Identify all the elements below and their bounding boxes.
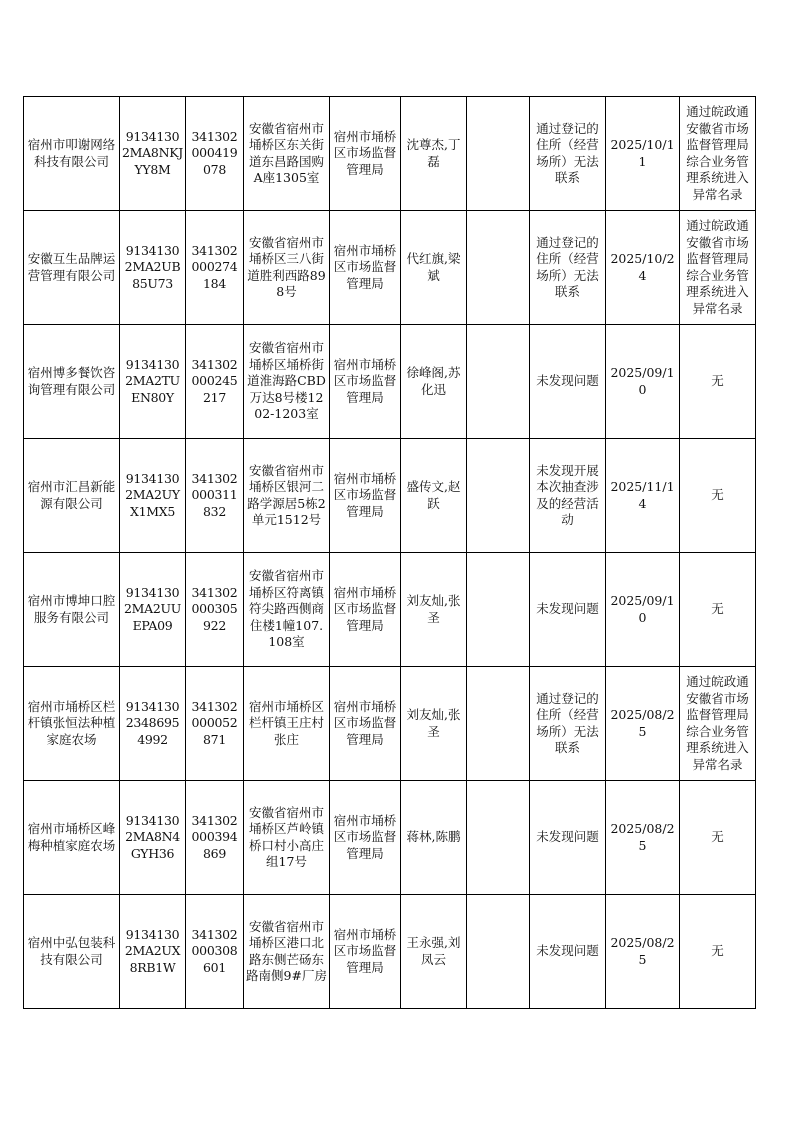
company-name-cell: 宿州市博坤口腔服务有限公司 (24, 553, 120, 667)
authority-cell: 宿州市埇桥区市场监督管理局 (330, 553, 401, 667)
company-name-cell: 宿州市叩谢网络科技有限公司 (24, 97, 120, 211)
inspection-result-cell: 未发现问题 (530, 553, 606, 667)
registration-number-cell: 341302000394869 (186, 781, 244, 895)
handling-cell: 通过皖政通安徽省市场监督管理局综合业务管理系统进入异常名录 (680, 211, 756, 325)
address-cell: 安徽省宿州市埇桥区三八街道胜利西路898号 (244, 211, 330, 325)
inspectors-cell: 徐峰阁,苏化迅 (401, 325, 467, 439)
inspection-result-cell: 通过登记的住所（经营场所）无法联系 (530, 667, 606, 781)
authority-cell: 宿州市埇桥区市场监督管理局 (330, 439, 401, 553)
authority-cell: 宿州市埇桥区市场监督管理局 (330, 895, 401, 1009)
company-name-cell: 宿州市埇桥区栏杆镇张恒法种植家庭农场 (24, 667, 120, 781)
inspection-result-cell: 通过登记的住所（经营场所）无法联系 (530, 97, 606, 211)
handling-cell: 通过皖政通安徽省市场监督管理局综合业务管理系统进入异常名录 (680, 667, 756, 781)
table-row (24, 553, 756, 667)
credit-code-cell: 91341302MA2UYX1MX5 (120, 439, 186, 553)
inspectors-cell: 刘友灿,张圣 (401, 553, 467, 667)
inspection-date-cell: 2025/11/14 (606, 439, 680, 553)
authority-cell: 宿州市埇桥区市场监督管理局 (330, 325, 401, 439)
registration-number-cell: 341302000419078 (186, 97, 244, 211)
inspection-result-cell: 未发现开展本次抽查涉及的经营活动 (530, 439, 606, 553)
table-row (24, 667, 756, 781)
inspection-date-cell: 2025/08/25 (606, 895, 680, 1009)
inspectors-cell: 蒋林,陈鹏 (401, 781, 467, 895)
table-row (24, 781, 756, 895)
handling-cell: 无 (680, 553, 756, 667)
address-cell: 宿州市埇桥区栏杆镇王庄村张庄 (244, 667, 330, 781)
company-name-cell: 宿州市埇桥区峰梅种植家庭农场 (24, 781, 120, 895)
credit-code-cell: 91341302MA2TUEN80Y (120, 325, 186, 439)
company-name-cell: 宿州博多餐饮咨询管理有限公司 (24, 325, 120, 439)
inspection-result-cell: 未发现问题 (530, 781, 606, 895)
blank-cell (467, 781, 530, 895)
address-cell: 安徽省宿州市埇桥区符离镇符尖路西侧商住楼1幢107.108室 (244, 553, 330, 667)
handling-cell: 无 (680, 895, 756, 1009)
blank-cell (467, 667, 530, 781)
inspection-result-cell: 未发现问题 (530, 895, 606, 1009)
blank-cell (467, 97, 530, 211)
registration-number-cell: 341302000308601 (186, 895, 244, 1009)
inspection-date-cell: 2025/10/11 (606, 97, 680, 211)
inspection-date-cell: 2025/08/25 (606, 667, 680, 781)
blank-cell (467, 211, 530, 325)
handling-cell: 无 (680, 325, 756, 439)
authority-cell: 宿州市埇桥区市场监督管理局 (330, 781, 401, 895)
credit-code-cell: 91341302MA8N4GYH36 (120, 781, 186, 895)
table-row (24, 325, 756, 439)
registration-number-cell: 341302000274184 (186, 211, 244, 325)
credit-code-cell: 91341302MA2UX8RB1W (120, 895, 186, 1009)
handling-cell: 无 (680, 781, 756, 895)
address-cell: 安徽省宿州市埇桥区芦岭镇桥口村小高庄组17号 (244, 781, 330, 895)
inspection-result-cell: 未发现问题 (530, 325, 606, 439)
registration-number-cell: 341302000305922 (186, 553, 244, 667)
table-row (24, 439, 756, 553)
credit-code-cell: 91341302MA2UUEPA09 (120, 553, 186, 667)
inspectors-cell: 代红旗,梁斌 (401, 211, 467, 325)
company-name-cell: 安徽互生品牌运营管理有限公司 (24, 211, 120, 325)
address-cell: 安徽省宿州市埇桥区东关街道东昌路国购A座1305室 (244, 97, 330, 211)
inspectors-cell: 王永强,刘凤云 (401, 895, 467, 1009)
inspection-date-cell: 2025/09/10 (606, 325, 680, 439)
inspection-results-table (23, 96, 756, 1009)
blank-cell (467, 325, 530, 439)
credit-code-cell: 91341302MA8NKJYY8M (120, 97, 186, 211)
inspection-date-cell: 2025/10/24 (606, 211, 680, 325)
inspectors-cell: 刘友灿,张圣 (401, 667, 467, 781)
registration-number-cell: 341302000052871 (186, 667, 244, 781)
blank-cell (467, 553, 530, 667)
inspection-result-cell: 通过登记的住所（经营场所）无法联系 (530, 211, 606, 325)
authority-cell: 宿州市埇桥区市场监督管理局 (330, 97, 401, 211)
table-row (24, 97, 756, 211)
authority-cell: 宿州市埇桥区市场监督管理局 (330, 667, 401, 781)
inspection-date-cell: 2025/09/10 (606, 553, 680, 667)
registration-number-cell: 341302000245217 (186, 325, 244, 439)
inspectors-cell: 盛传文,赵跃 (401, 439, 467, 553)
address-cell: 安徽省宿州市埇桥区埇桥街道淮海路CBD万达8号楼1202-1203室 (244, 325, 330, 439)
table-row (24, 211, 756, 325)
handling-cell: 无 (680, 439, 756, 553)
blank-cell (467, 895, 530, 1009)
credit-code-cell: 913413023486954992 (120, 667, 186, 781)
address-cell: 安徽省宿州市埇桥区港口北路东侧芒砀东路南侧9#厂房 (244, 895, 330, 1009)
blank-cell (467, 439, 530, 553)
company-name-cell: 宿州中弘包装科技有限公司 (24, 895, 120, 1009)
registration-number-cell: 341302000311832 (186, 439, 244, 553)
address-cell: 安徽省宿州市埇桥区银河二路学源居5栋2单元1512号 (244, 439, 330, 553)
table-row (24, 895, 756, 1009)
company-name-cell: 宿州市汇昌新能源有限公司 (24, 439, 120, 553)
handling-cell: 通过皖政通安徽省市场监督管理局综合业务管理系统进入异常名录 (680, 97, 756, 211)
authority-cell: 宿州市埇桥区市场监督管理局 (330, 211, 401, 325)
credit-code-cell: 91341302MA2UB85U73 (120, 211, 186, 325)
inspectors-cell: 沈尊杰,丁磊 (401, 97, 467, 211)
inspection-date-cell: 2025/08/25 (606, 781, 680, 895)
